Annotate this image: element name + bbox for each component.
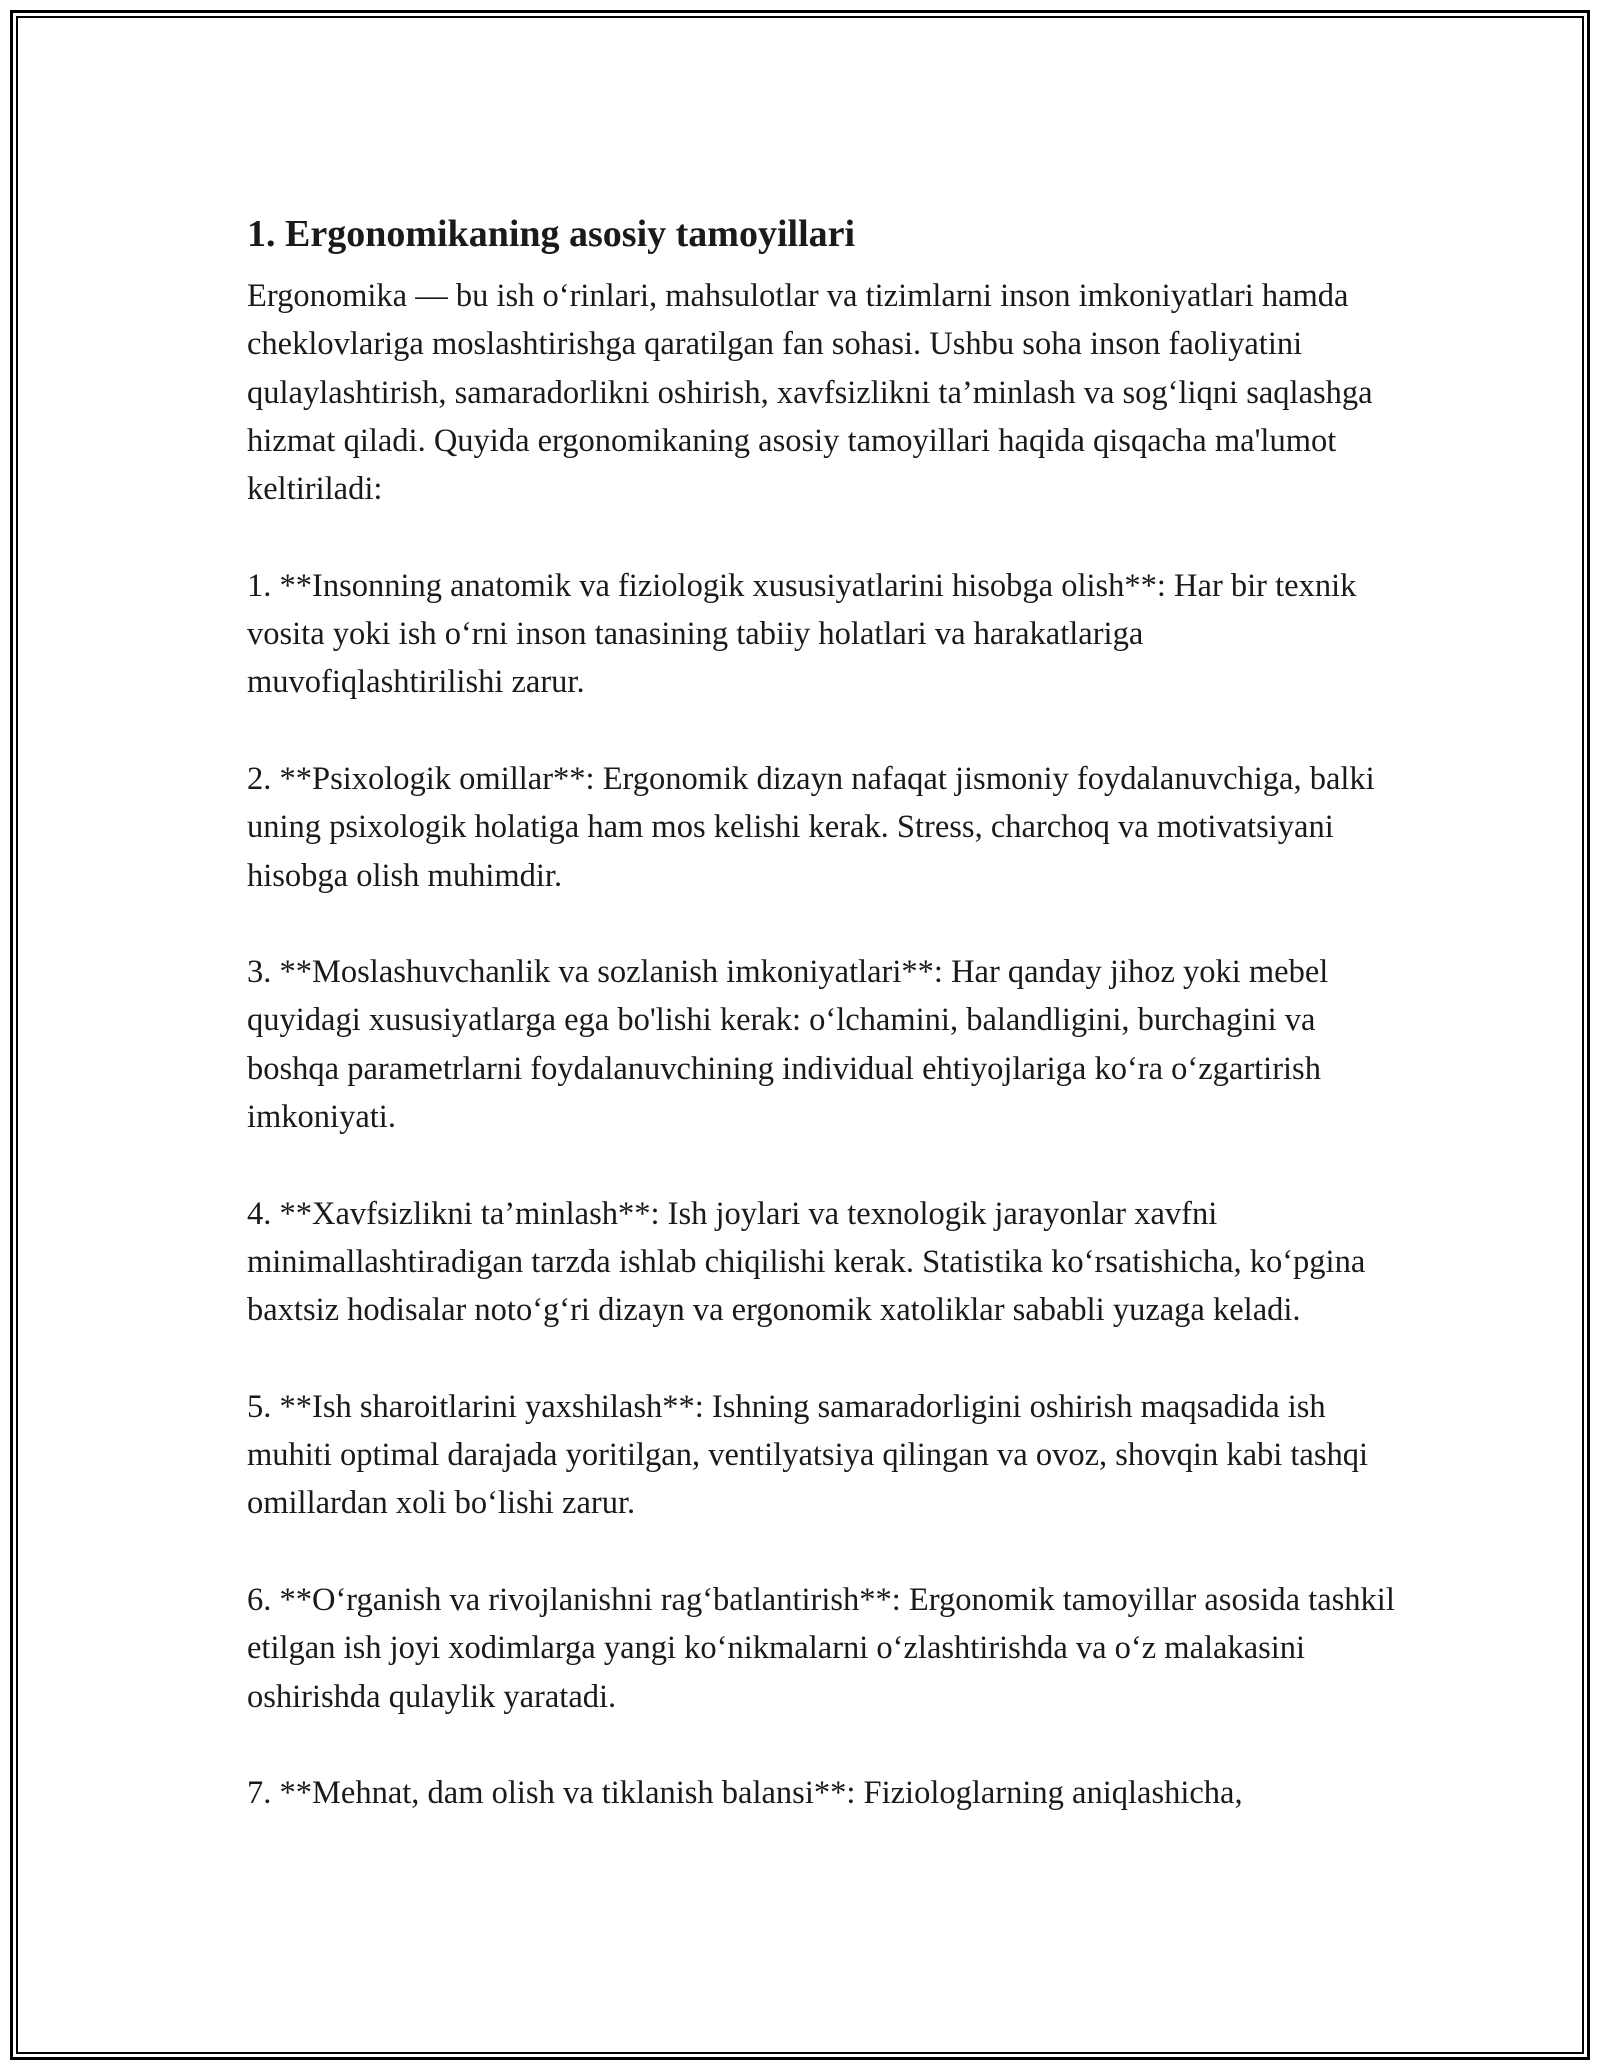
principle-item-6: 6. **O‘rganish va rivojlanishni rag‘batlantirish**: Ergonomik tamoyillar asosida tashkil etilgan ish joyi xodimlarga yangi ko‘nikmalarni o‘zlashtirishda va o‘z malakasini oshirishda qulaylik yaratadi. [247, 1582, 1395, 1715]
document-body [247, 198, 1397, 1866]
principle-item-1: 1. **Insonning anatomik va fiziologik xususiyatlarini hisobga olish**: Har bir texnik vosita yoki ish o‘rni inson tanasining tabiiy holatlari va harakatlariga muvofiqlashtirilishi zarur. [247, 567, 1357, 701]
principle-item-5: 5. **Ish sharoitlarini yaxshilash**: Ishning samaradorligini oshirish maqsadida ish muhiti optimal darajada yoritilgan, ventilyatsiya qilingan va ovoz, shovqin kabi tashqi omillardan xoli bo‘lishi zarur. [247, 1388, 1369, 1522]
page-border [10, 10, 1590, 2060]
intro-paragraph: Ergonomika — bu ish o‘rinlari, mahsulotlar va tizimlarni inson imkoniyatlari hamda cheklovlariga moslashtirishga qaratilgan fan sohasi. Ushbu soha inson faoliyatini qulaylashtirish, samaradorlikni oshirish, xavfsizlikni ta’minlash va sog‘liqni saqlashga hizmat qiladi. Quyida ergonomikaning asosiy tamoyillari haqida qisqacha ma'lumot keltiriladi: [247, 278, 1373, 508]
section-heading: 1. Ergonomikaning asosiy tamoyillari [247, 213, 856, 255]
principle-item-3: 3. **Moslashuvchanlik va sozlanish imkoniyatlari**: Har qanday jihoz yoki mebel quyidagi xususiyatlarga ega bo'lishi kerak: o‘lchamini, balandligini, burchagini va boshqa parametrlarni foydalanuvchining individual ehtiyojlariga ko‘ra o‘zgartirish imkoniyati. [247, 954, 1329, 1136]
principle-item-4: 4. **Xavfsizlikni ta’minlash**: Ish joylari va texnologik jarayonlar xavfni minimallashtiradigan tarzda ishlab chiqilishi kerak. Statistika ko‘rsatishicha, ko‘pgina baxtsiz hodisalar noto‘g‘ri dizayn va ergonomik xatoliklar sababli yuzaga keladi. [247, 1195, 1366, 1329]
page-border-inner [16, 16, 1584, 2054]
principle-item-2: 2. **Psixologik omillar**: Ergonomik dizayn nafaqat jismoniy foydalanuvchiga, balki uning psixologik holatiga ham mos kelishi kerak. Stress, charchoq va motivatsiyani hisobga olish muhimdir. [247, 760, 1375, 894]
principle-item-7: 7. **Mehnat, dam olish va tiklanish balansi**: Fiziologlarning aniqlashicha, [247, 1775, 1243, 1812]
